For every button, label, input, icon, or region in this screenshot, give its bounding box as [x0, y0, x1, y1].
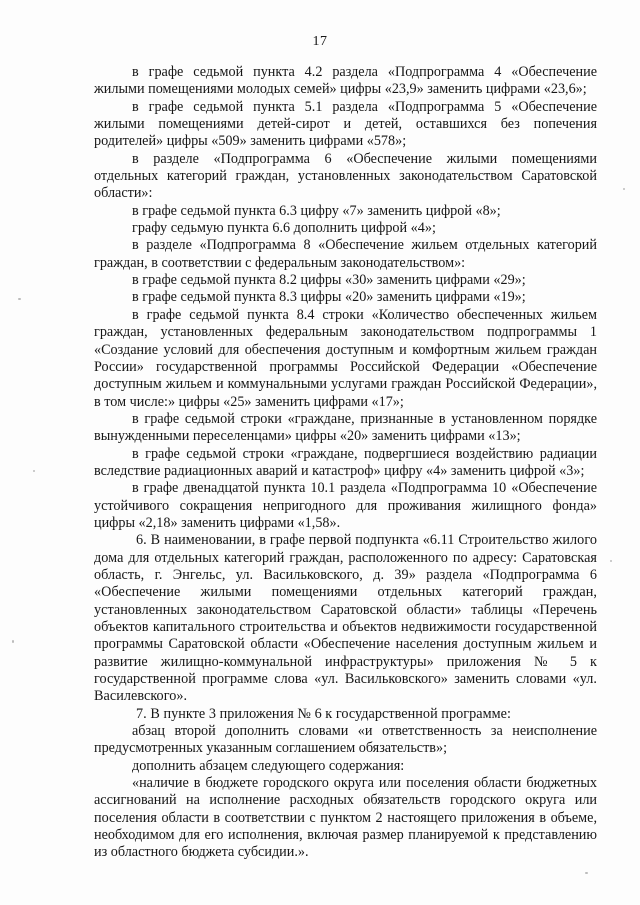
scan-speck	[33, 470, 35, 472]
scan-speck	[623, 188, 625, 190]
paragraph: в графе седьмой пункта 5.1 раздела «Подпрограмма 5 «Обеспечение жилыми помещениями детей-сирот и детей, оставшихся без попечения родителей» цифры «509» заменить цифрами «578»;	[94, 98, 597, 150]
document-body	[94, 64, 597, 862]
paragraph: абзац второй дополнить словами «и ответственность за неисполнение предусмотренных указанным соглашением обязательств»;	[94, 723, 597, 757]
paragraph: графу седьмую пункта 6.6 дополнить цифрой «4»;	[132, 220, 436, 237]
paragraph: дополнить абзацем следующего содержания:	[132, 757, 405, 774]
section-paragraph: 6. В наименовании, в графе первой подпункта «6.11 Строительство жилого дома для отдельных категорий граждан, расположенного по адресу: Саратовская область, г. Энгельс, ул. Васильковского, д. 39» раздела «Подпрограмма 6 «Обеспечение жилыми помещениями отдельных категорий граждан, установленных законодательством Саратовской области» таблицы «Перечень объектов капитального строительства и объектов недвижимости государственной программы Саратовской области «Обеспечение населения доступным жильем и развитие жилищно-коммунальной инфраструктуры» приложения № 5 к государственной программе слова «ул. Васильковского» заменить словами «ул. Василевского».	[94, 532, 597, 705]
section-paragraph: 7. В пункте 3 приложения № 6 к государственной программе:	[136, 705, 511, 722]
scan-speck	[12, 640, 14, 643]
paragraph: в разделе «Подпрограмма 8 «Обеспечение жильем отдельных категорий граждан, в соответствии с федеральным законодательством»:	[94, 237, 597, 271]
page-number: 17	[312, 34, 328, 49]
scan-speck	[610, 560, 612, 562]
paragraph: в разделе «Подпрограмма 6 «Обеспечение жилыми помещениями отдельных категорий граждан, установленных законодательством Саратовской области»:	[94, 150, 597, 202]
paragraph: в графе седьмой пункта 4.2 раздела «Подпрограмма 4 «Обеспечение жилыми помещениями молодых семей» цифры «23,9» заменить цифрами «23,6»;	[94, 64, 597, 98]
paragraph: в графе седьмой пункта 8.4 строки «Количество обеспеченных жильем граждан, установленных федеральным законодательством подпрограммы 1 «Создание условий для обеспечения доступным и комфортным жильем граждан России» государственной программы Российской Федерации «Обеспечение доступным жильем и коммунальными услугами граждан Российской Федерации», в том числе:» цифры «25» заменить цифрами «17»;	[94, 306, 597, 410]
paragraph: в графе седьмой пункта 8.2 цифры «30» заменить цифрами «29»;	[132, 272, 526, 289]
paragraph: в графе седьмой строки «граждане, признанные в установленном порядке вынужденными переселенцами» цифры «20» заменить цифрами «13»;	[94, 410, 597, 445]
paragraph: в графе двенадцатой пункта 10.1 раздела «Подпрограмма 10 «Обеспечение устойчивого сокращения непригодного для проживания жилищного фонда» цифры «2,18» заменить цифрами «1,58».	[94, 480, 597, 531]
scan-speck	[18, 298, 21, 300]
paragraph: в графе седьмой пункта 6.3 цифру «7» заменить цифрой «8»;	[132, 202, 501, 219]
paragraph: «наличие в бюджете городского округа или поселения области бюджетных ассигнований на исполнение расходных обязательств городского округа или поселения области в соответствии с пунктом 2 настоящего приложения в объеме, необходимом для его исполнения, включая размер планируемой к представлению из областного бюджета субсидии.».	[94, 775, 597, 861]
scan-speck	[585, 872, 588, 874]
paragraph: в графе седьмой строки «граждане, подвергшиеся воздействию радиации вследствие радиационных аварий и катастроф» цифру «4» заменить цифрой «3»;	[94, 445, 597, 479]
paragraph: в графе седьмой пункта 8.3 цифры «20» заменить цифрами «19»;	[132, 289, 526, 306]
